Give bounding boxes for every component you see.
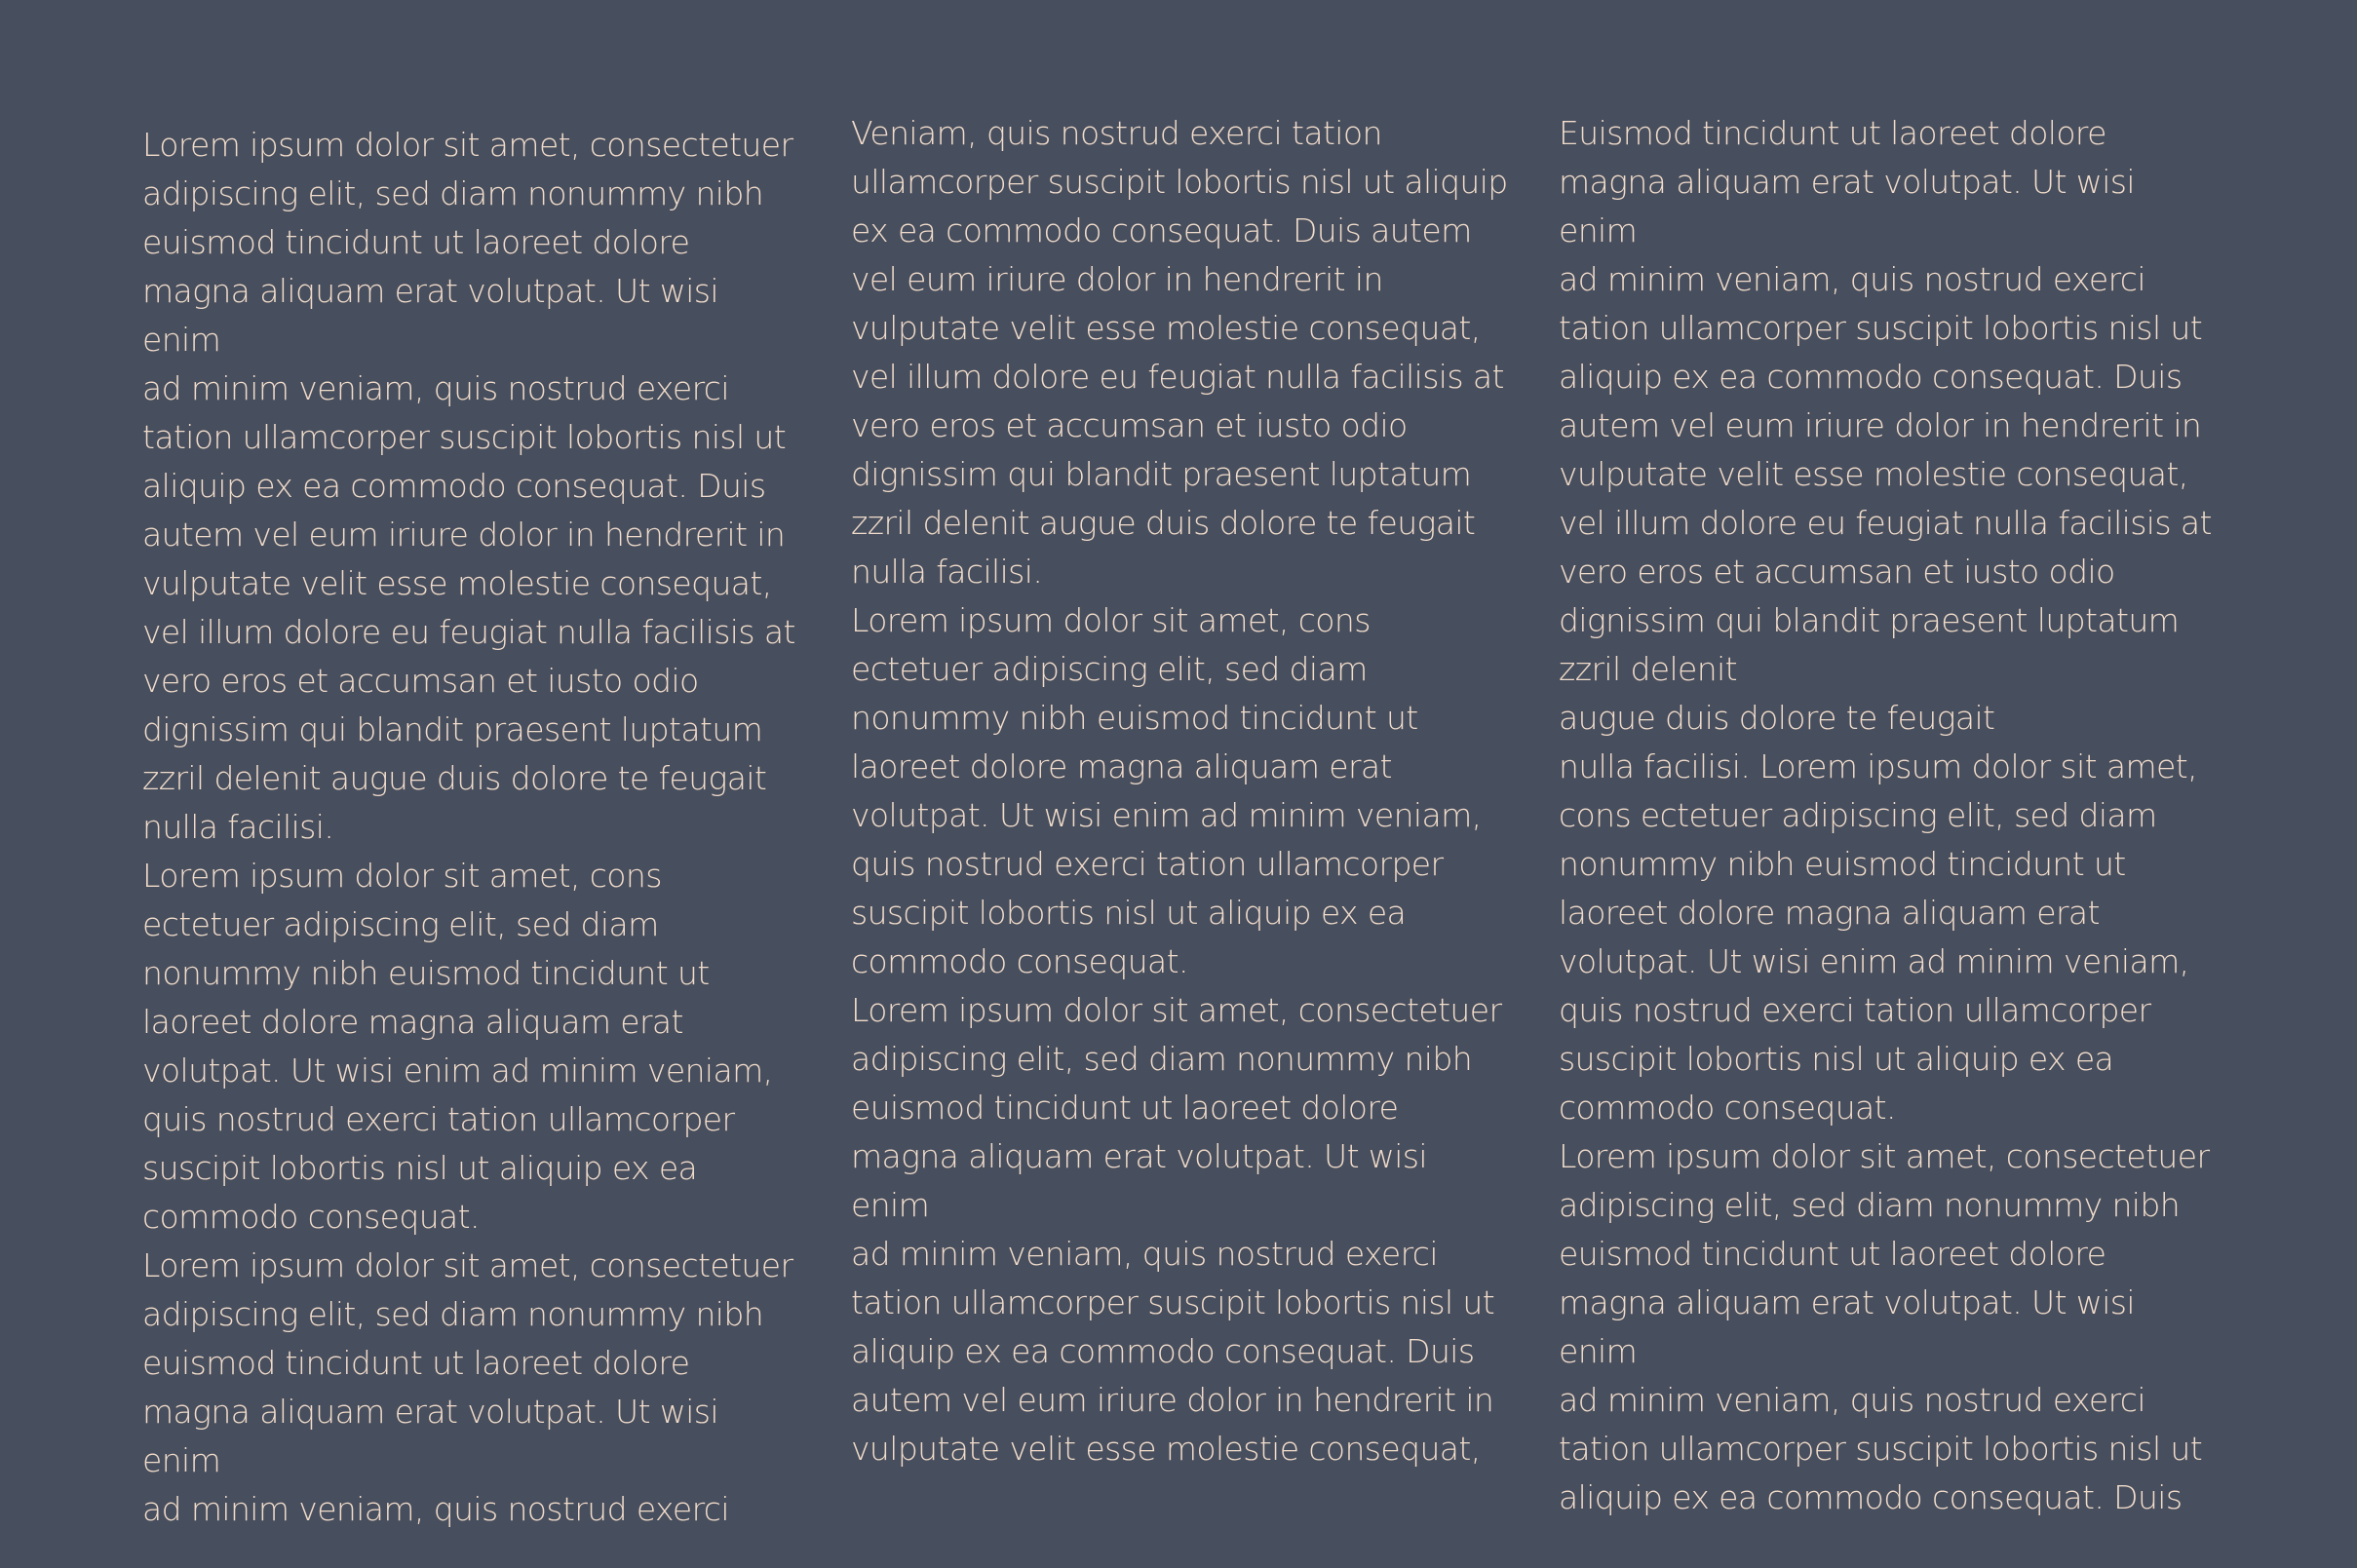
text-column-3: Euismod tincidunt ut laoreet dolore magna aliquam erat volutpat. Ut wisi enim ad minim veniam, quis nostrud exerci tation ullamcorper suscipit lobortis nisl ut aliquip ex ea commodo consequat. Duis autem vel eum iriure dolor in hendrerit in vulputate velit esse molestie consequat, vel illum dolore eu feugiat nulla facilisis at vero eros et accumsan et iusto odio dignissim qui blandit praesent luptatum zzril delenit augue duis dolore te feugait nulla facilisi. Lorem ipsum dolor sit amet, cons ectetuer adipiscing elit, sed diam nonummy nibh euismod tincidunt ut laoreet dolore magna aliquam erat volutpat. Ut wisi enim ad minim veniam, quis nostrud exerci tation ullamcorper suscipit lobortis nisl ut aliquip ex ea commodo consequat. Lorem ipsum dolor sit amet, consectetuer adipiscing elit, sed diam nonummy nibh euismod tincidunt ut laoreet dolore magna aliquam erat volutpat. Ut wisi enim ad minim veniam, quis nostrud exerci tation ullamcorper suscipit lobortis nisl ut aliquip ex ea commodo consequat. Duis [1559,114,2212,1516]
text-column-1: Lorem ipsum dolor sit amet, consectetuer adipiscing elit, sed diam nonummy nibh euismod tincidunt ut laoreet dolore magna aliquam erat volutpat. Ut wisi enim ad minim veniam, quis nostrud exerci tation ullamcorper suscipit lobortis nisl ut aliquip ex ea commodo consequat. Duis autem vel eum iriure dolor in hendrerit in vulputate velit esse molestie consequat, vel illum dolore eu feugiat nulla facilisis at vero eros et accumsan et iusto odio dignissim qui blandit praesent luptatum zzril delenit augue duis dolore te feugait nulla facilisi. Lorem ipsum dolor sit amet, cons ectetuer adipiscing elit, sed diam nonummy nibh euismod tincidunt ut laoreet dolore magna aliquam erat volutpat. Ut wisi enim ad minim veniam, quis nostrud exerci tation ullamcorper suscipit lobortis nisl ut aliquip ex ea commodo consequat. Lorem ipsum dolor sit amet, consectetuer adipiscing elit, sed diam nonummy nibh euismod tincidunt ut laoreet dolore magna aliquam erat volutpat. Ut wisi enim ad minim veniam, quis nostrud exerci [142,126,795,1528]
text-column-2: Veniam, quis nostrud exerci tation ullamcorper suscipit lobortis nisl ut aliquip ex ea commodo consequat. Duis autem vel eum iriure dolor in hendrerit in vulputate velit esse molestie consequat, vel illum dolore eu feugiat nulla facilisis at vero eros et accumsan et iusto odio dignissim qui blandit praesent luptatum zzril delenit augue duis dolore te feugait nulla facilisi. Lorem ipsum dolor sit amet, cons ectetuer adipiscing elit, sed diam nonummy nibh euismod tincidunt ut laoreet dolore magna aliquam erat volutpat. Ut wisi enim ad minim veniam, quis nostrud exerci tation ullamcorper suscipit lobortis nisl ut aliquip ex ea commodo consequat. Lorem ipsum dolor sit amet, consectetuer adipiscing elit, sed diam nonummy nibh euismod tincidunt ut laoreet dolore magna aliquam erat volutpat. Ut wisi enim ad minim veniam, quis nostrud exerci tation ullamcorper suscipit lobortis nisl ut aliquip ex ea commodo consequat. Duis autem vel eum iriure dolor in hendrerit in vulputate velit esse molestie consequat, [851,114,1508,1468]
